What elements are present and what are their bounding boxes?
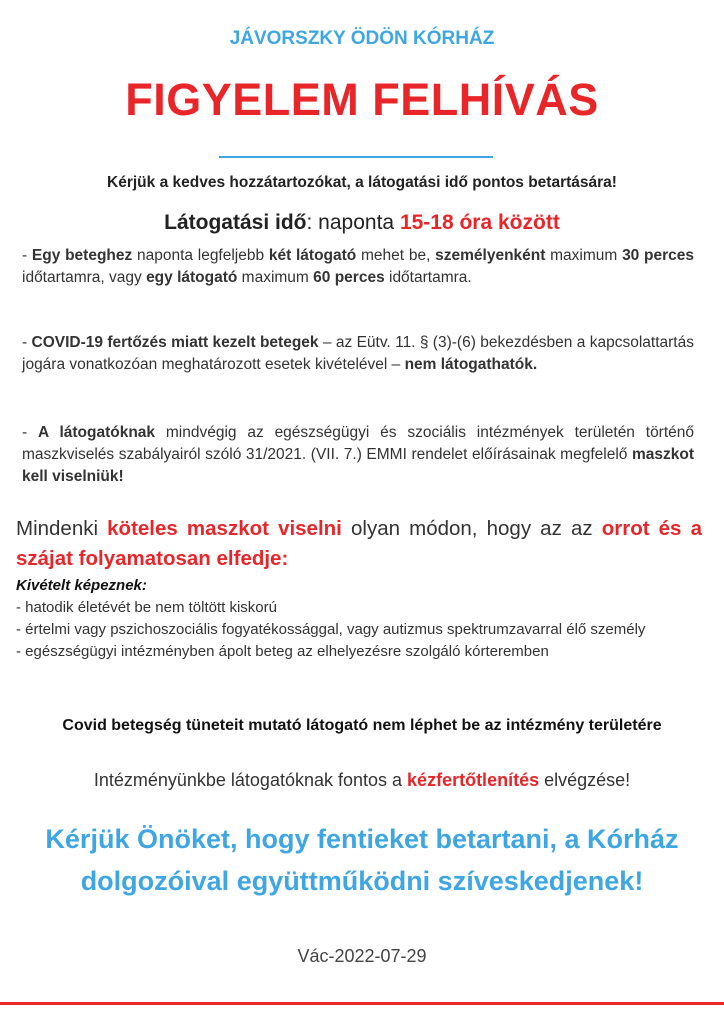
hand-part: Intézményünkbe látogatóknak fontos a [93,770,408,790]
hand-part: elvégzése! [539,770,631,790]
rule2-part: COVID-19 fertőzés miatt kezelt betegek [31,334,319,351]
exemption-item: - egészségügyi intézményben ápolt beteg az elhelyezésre szolgáló kórteremben [16,643,549,660]
visiting-hours-range: 15-18 óra között [399,211,560,234]
visiting-request: Kérjük a kedves hozzátartozókat, a látogatási idő pontos betartására! [107,174,617,191]
rule1-part: személyenként [435,247,546,264]
exemption-item: - értelmi vagy pszichoszociális fogyatékossággal, vagy autizmus spektrumzavarral élő személy [16,621,646,638]
exemption-item: - hatodik életévét be nem töltött kiskorú [16,599,277,616]
rule1-part: időtartamra, vagy [22,269,147,286]
mask-part: olyan módon, hogy az az [341,517,602,540]
rule1-dash: - [22,247,32,264]
blue-divider [219,156,493,158]
closing-request: Kérjük Önöket, hogy fentieket betartani, a Kórház dolgozóival együttműködni szíveskedjenek! [45,824,679,896]
rule-visitor-limit [22,245,694,289]
mask-emphasis: köteles maszkot viselni [107,517,342,540]
hospital-name: JÁVORSZKY ÖDÖN KÓRHÁZ [229,28,495,49]
notice-headline: FIGYELEM FELHÍVÁS [125,74,599,125]
rule2-part: nem látogathatók. [404,356,538,373]
rule1-part: két látogató [268,247,357,264]
mask-part: Mindenki [16,517,108,540]
visiting-hours [0,211,724,235]
hand-disinfection-notice [0,770,724,791]
rule1-part: Egy beteghez [31,247,133,264]
visiting-hours-label: Látogatási idő [164,211,307,234]
rule1-part: 30 perces [622,247,695,264]
rule1-part: maximum [545,247,623,264]
rule3-part: maszkot kell viselniük! [22,446,694,485]
rule1-part: 60 perces [313,269,385,286]
mask-emphasis: orrot és a szájat folyamatosan elfedje: [16,517,702,570]
red-bottom-line [0,1002,724,1005]
rule-covid-patients [22,332,694,376]
exemptions-list [16,575,706,663]
rule3-part: mindvégig az egészségügyi és szociális intézmények területén történő maszkviselés szabályairól szóló 31/2021. (VII. 7.) EMMI rendelet előírásainak megfelelő [22,424,695,463]
rule3-part: A látogatóknak [38,424,156,441]
rule1-part: maximum [237,269,314,286]
rule2-part: – az Eütv. 11. § (3)-(6) bekezdésben a kapcsolattartás jogára vonatkozóan meghatározott esetek kivételével – [22,334,694,373]
rule1-part: egy látogató [146,269,238,286]
rule-mask-regulation [22,422,694,488]
rule1-part: naponta legfeljebb [132,247,269,264]
rule1-part: mehet be, [356,247,436,264]
hand-emphasis: kézfertőtlenítés [407,770,540,790]
rule2-dash: - [22,334,32,351]
notice-date: Vác-2022-07-29 [297,946,427,966]
rule1-part: időtartamra. [384,269,472,286]
visiting-hours-mid: : naponta [306,211,400,234]
exemptions-title: Kivételt képeznek: [16,577,147,594]
mask-requirement [16,514,702,574]
covid-symptoms-notice: Covid betegség tüneteit mutató látogató nem léphet be az intézmény területére [62,717,662,734]
rule3-dash: - [22,424,38,441]
